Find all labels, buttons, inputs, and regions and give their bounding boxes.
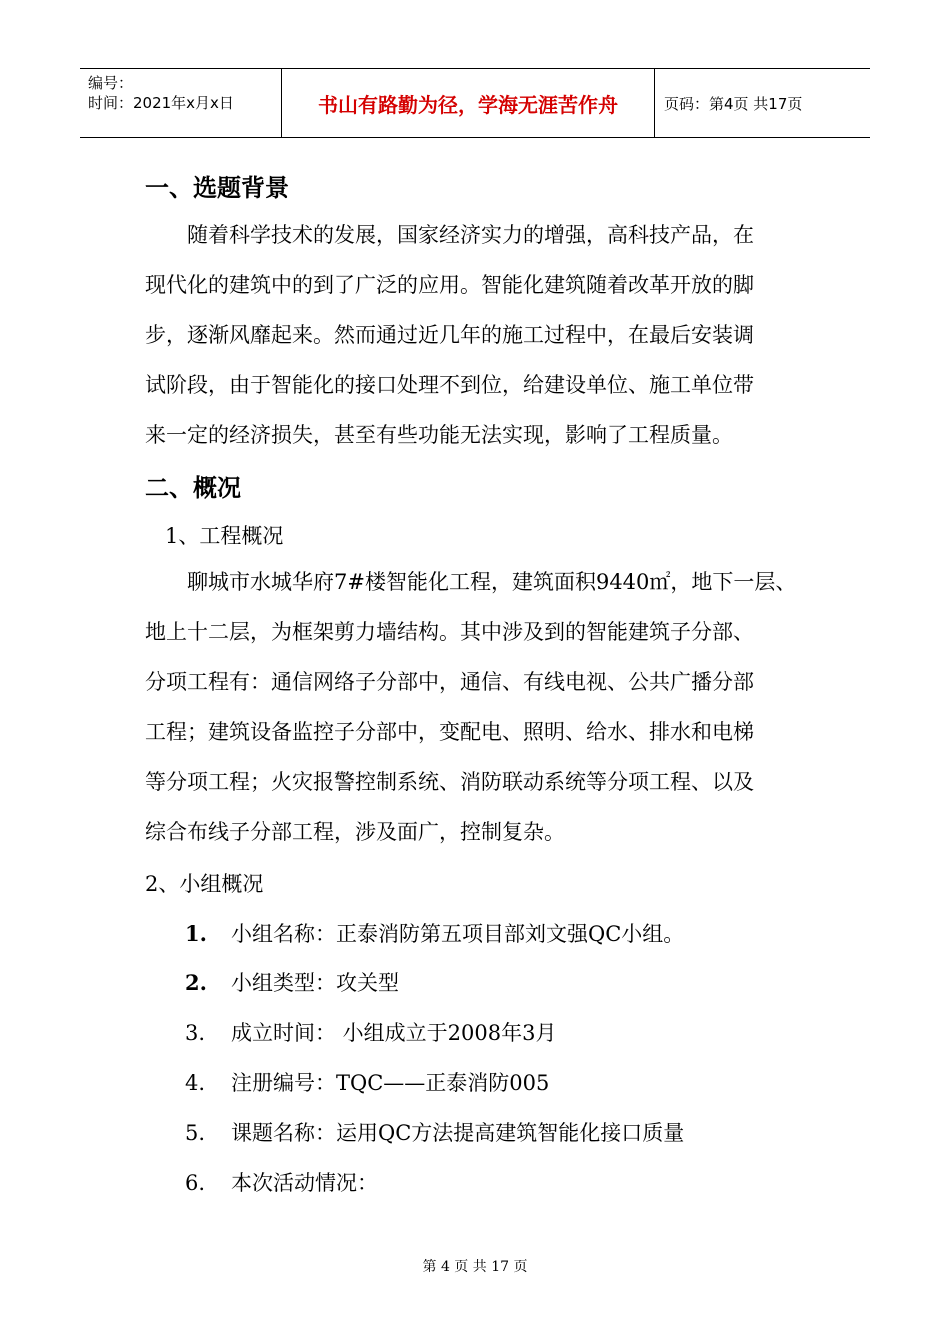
header-table bbox=[80, 68, 870, 138]
list-item bbox=[185, 918, 684, 948]
subsection-engineering: 1、工程概况 bbox=[165, 524, 284, 548]
paragraph-line: 聊城市水城华府7#楼智能化工程，建筑面积9440㎡，地下一层、 bbox=[145, 570, 797, 594]
list-number: 5. bbox=[185, 1121, 206, 1145]
list-item bbox=[185, 1117, 684, 1147]
paragraph-line: 分项工程有：通信网络子分部中，通信、有线电视、公共广播分部 bbox=[145, 670, 754, 694]
list-number: 6. bbox=[185, 1171, 206, 1195]
list-text: 课题名称：运用QC方法提高建筑智能化接口质量 bbox=[231, 1121, 685, 1145]
paragraph-line: 试阶段，由于智能化的接口处理不到位，给建设单位、施工单位带 bbox=[145, 373, 754, 397]
header-motto: 书山有路勤为径，学海无涯苦作舟 bbox=[282, 69, 655, 137]
header-meta-cell bbox=[80, 69, 282, 137]
paragraph-line: 步，逐渐风靡起来。然而通过近几年的施工过程中，在最后安装调 bbox=[145, 323, 754, 347]
paragraph-line: 工程；建筑设备监控子分部中，变配电、照明、给水、排水和电梯 bbox=[145, 720, 754, 744]
list-number: 2. bbox=[185, 970, 207, 995]
section1-heading: 一、选题背景 bbox=[145, 174, 289, 202]
list-number: 4. bbox=[185, 1071, 206, 1095]
paragraph-line: 随着科学技术的发展，国家经济实力的增强，高科技产品，在 bbox=[145, 223, 754, 247]
list-text: 本次活动情况： bbox=[231, 1171, 378, 1195]
paragraph-line: 地上十二层，为框架剪力墙结构。其中涉及到的智能建筑子分部、 bbox=[145, 620, 754, 644]
time-label: 时间：2021年x月x日 bbox=[88, 94, 234, 112]
list-item bbox=[185, 1167, 378, 1197]
list-item bbox=[185, 1017, 556, 1047]
list-text: 小组名称：正泰消防第五项目部刘文强QC小组。 bbox=[231, 922, 685, 946]
list-text: 小组类型：攻关型 bbox=[231, 971, 399, 995]
header-page-label: 页码：第4页 共17页 bbox=[664, 94, 803, 113]
list-number: 3. bbox=[185, 1021, 206, 1045]
list-item bbox=[185, 1067, 549, 1097]
list-item bbox=[185, 967, 399, 997]
paragraph-line: 现代化的建筑中的到了广泛的应用。智能化建筑随着改革开放的脚 bbox=[145, 273, 754, 297]
section2-heading: 二、概况 bbox=[145, 474, 241, 502]
paragraph-line: 等分项工程；火灾报警控制系统、消防联动系统等分项工程、以及 bbox=[145, 770, 754, 794]
list-text: 成立时间： 小组成立于2008年3月 bbox=[231, 1021, 557, 1045]
list-number: 1. bbox=[185, 921, 207, 946]
section1-paragraph bbox=[145, 210, 825, 460]
section2-paragraph bbox=[145, 557, 825, 857]
paragraph-line: 综合布线子分部工程，涉及面广，控制复杂。 bbox=[145, 820, 565, 844]
list-text: 注册编号：TQC——正泰消防005 bbox=[231, 1071, 550, 1095]
number-label: 编号： bbox=[88, 74, 134, 92]
subsection-group: 2、小组概况 bbox=[145, 872, 264, 896]
page-footer: 第 4 页 共 17 页 bbox=[422, 1259, 528, 1275]
paragraph-line: 来一定的经济损失，甚至有些功能无法实现，影响了工程质量。 bbox=[145, 423, 733, 447]
